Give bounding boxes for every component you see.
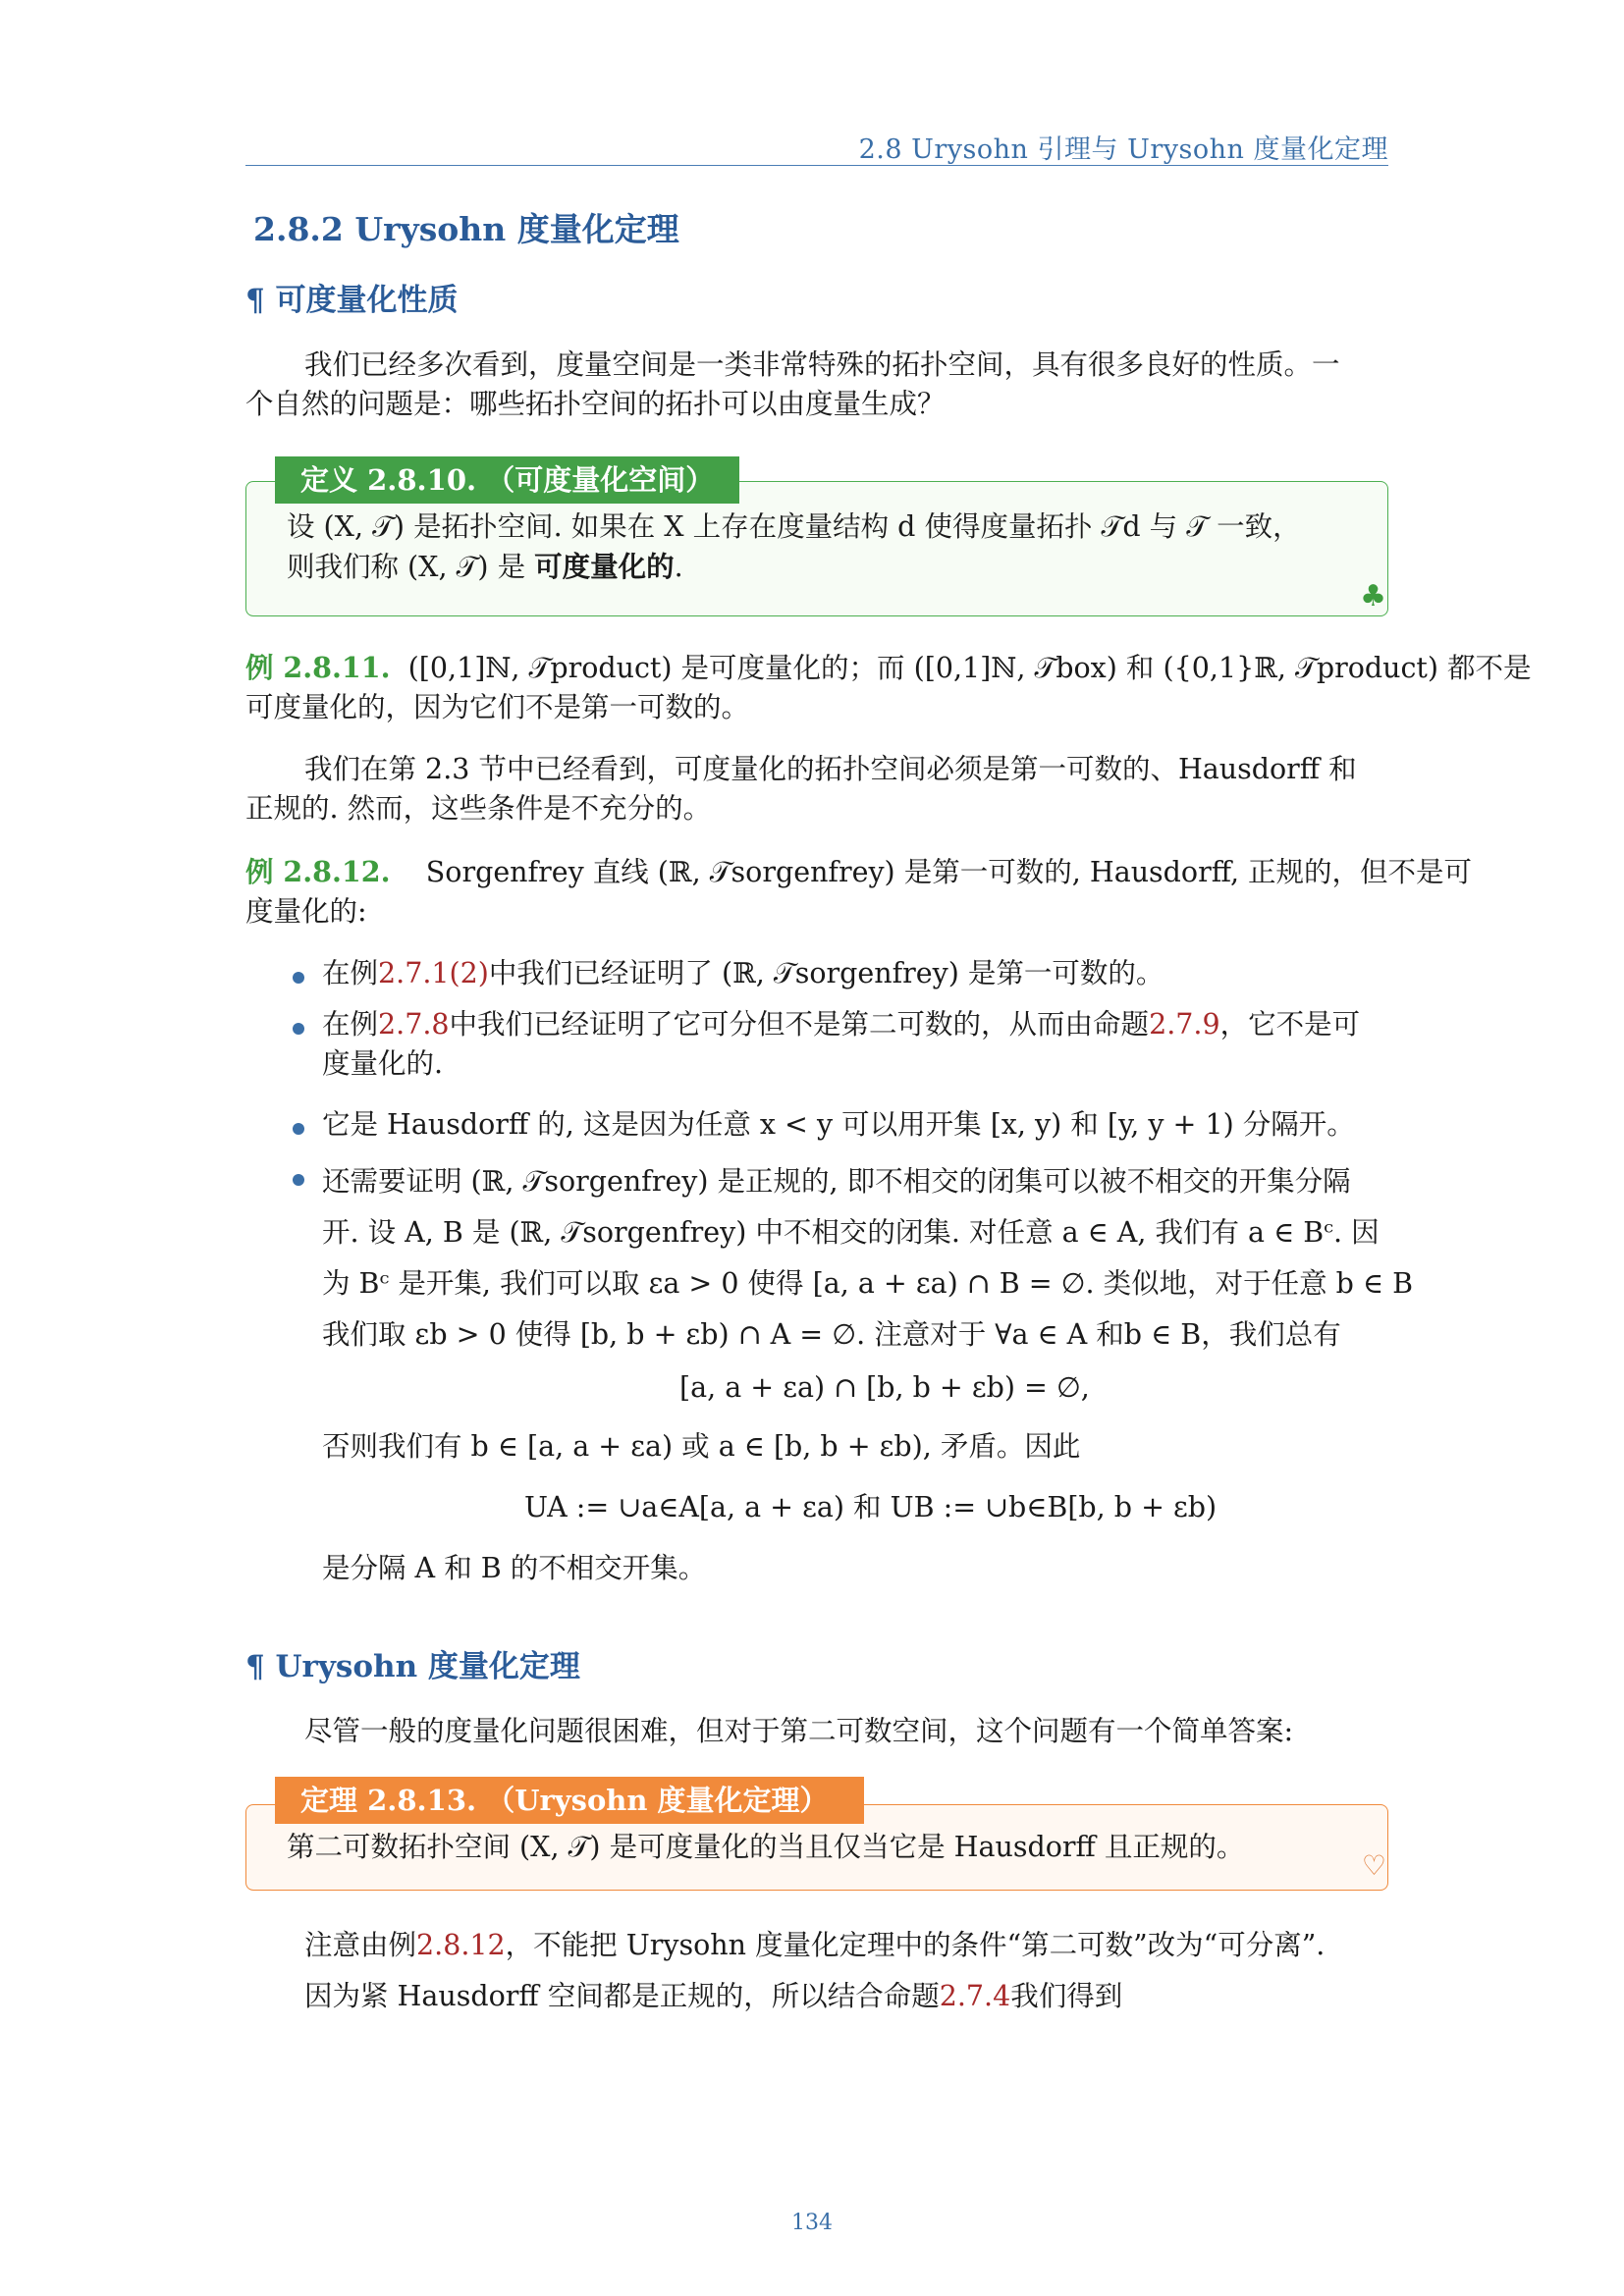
- theorem-statement: 第二可数拓扑空间 (X, 𝒯) 是可度量化的当且仅当它是 Hausdorff 且正规的。: [287, 1831, 1245, 1863]
- bullet-2-line-1: [322, 1005, 1360, 1044]
- bullet-1-text: [322, 954, 1164, 993]
- bullet-1-post: 中我们已经证明了 (ℝ, 𝒯sorgenfrey) 是第一可数的。: [488, 957, 1164, 989]
- example-12-line-2: 度量化的:: [245, 895, 367, 928]
- example-11-text: ([0,1]ℕ, 𝒯product) 是可度量化的；而 ([0,1]ℕ, 𝒯box) 和 ({0,1}ℝ, 𝒯product) 都不是: [407, 652, 1532, 684]
- conditions-line-2: 正规的. 然而，这些条件是不充分的。: [245, 792, 712, 825]
- closing-line-1: [245, 1920, 1325, 1971]
- example-2-8-12: [245, 852, 1472, 932]
- bullet-4-line-3: 为 Bᶜ 是开集, 我们可以取 εa > 0 使得 [a, a + εa) ∩ B = ∅. 类似地，对于任意 b ∈ B: [322, 1267, 1414, 1300]
- section-heading: 2.8.2 Urysohn 度量化定理: [253, 210, 679, 248]
- header-rule: [245, 165, 1388, 166]
- closing-line-2: [245, 1971, 1325, 2022]
- example-2-8-11: [245, 648, 1532, 727]
- bullet-2-post: ，它不是可: [1219, 1008, 1361, 1041]
- example-11-label: 例 2.8.11.: [245, 651, 391, 684]
- bullet-4: [322, 1156, 1413, 1361]
- intro-line-2: 个自然的问题是：哪些拓扑空间的拓扑可以由度量生成？: [245, 388, 946, 420]
- closing-line-1-post: ，不能把 Urysohn 度量化定理中的条件“第二可数”改为“可分离”.: [505, 1929, 1326, 1961]
- club-icon: ♣: [1360, 579, 1386, 614]
- bullet-2-pre: 在例: [322, 1008, 379, 1041]
- example-11-line-1: [245, 648, 1532, 688]
- bullet-1: [322, 954, 1164, 993]
- example-12-text: Sorgenfrey 直线 (ℝ, 𝒯sorgenfrey) 是第一可数的, Hausdorff, 正规的，但不是可: [425, 856, 1473, 888]
- equation-disjoint: [a, a + εa) ∩ [b, b + εb) = ∅,: [679, 1371, 1090, 1404]
- bullet-dot: [293, 1174, 304, 1186]
- closing-line-1-pre: 注意由例: [304, 1929, 417, 1961]
- definition-line-2: [287, 547, 1301, 587]
- theorem-label: 定理 2.8.13. （Urysohn 度量化定理）: [275, 1777, 864, 1824]
- paragraph-heading-metrizable: ¶ 可度量化性质: [245, 283, 459, 318]
- intro-line-1: 我们已经多次看到，度量空间是一类非常特殊的拓扑空间，具有很多良好的性质。一: [304, 348, 1340, 381]
- definition-body: [287, 507, 1301, 587]
- bullet-3-text: 它是 Hausdorff 的, 这是因为任意 x < y 可以用开集 [x, y) 和 [y, y + 1) 分隔开。: [322, 1108, 1355, 1141]
- bullet-dot: [293, 972, 304, 984]
- theorem-body: [287, 1828, 1244, 1867]
- conditions-paragraph: [245, 750, 1357, 828]
- equation-open-sets: UA := ∪a∈A[a, a + εa) 和 UB := ∪b∈B[b, b + εb): [524, 1491, 1218, 1523]
- ref-2-7-1[interactable]: 2.7.1(2): [378, 957, 489, 989]
- bullet-4-line-6: 是分隔 A 和 B 的不相交开集。: [322, 1552, 707, 1584]
- example-11-line-2: 可度量化的，因为它们不是第一可数的。: [245, 691, 750, 723]
- example-12-line-1: [245, 852, 1472, 892]
- example-12-label: 例 2.8.12.: [245, 855, 391, 888]
- bullet-4-line-5: 否则我们有 b ∈ [a, a + εa) 或 a ∈ [b, b + εb), 矛盾。因此: [322, 1430, 1081, 1463]
- ref-2-7-9[interactable]: 2.7.9: [1149, 1008, 1220, 1041]
- bullet-4-line-2: 开. 设 A, B 是 (ℝ, 𝒯sorgenfrey) 中不相交的闭集. 对任意 a ∈ A, 我们有 a ∈ Bᶜ. 因: [322, 1216, 1380, 1249]
- bullet-dot: [293, 1023, 304, 1035]
- ref-2-7-8[interactable]: 2.7.8: [378, 1008, 450, 1041]
- closing-line-2-post: 我们得到: [1010, 1980, 1123, 2012]
- bullet-dot: [293, 1123, 304, 1135]
- urysohn-intro: [245, 1712, 1293, 1751]
- conditions-line-1: 我们在第 2.3 节中已经看到，可度量化的拓扑空间必须是第一可数的、Hausdorff 和: [304, 753, 1357, 785]
- bullet-4-line-1: 还需要证明 (ℝ, 𝒯sorgenfrey) 是正规的, 即不相交的闭集可以被不相交的开集分隔: [322, 1165, 1351, 1198]
- running-header: 2.8 Urysohn 引理与 Urysohn 度量化定理: [858, 134, 1388, 165]
- bullet-2: [322, 1005, 1360, 1084]
- bullet-2-mid: 中我们已经证明了它可分但不是第二可数的，从而由命题: [449, 1008, 1150, 1041]
- bullet-4-line-4: 我们取 εb > 0 使得 [b, b + εb) ∩ A = ∅. 注意对于 ∀a ∈ A 和b ∈ B，我们总有: [322, 1318, 1341, 1351]
- ref-2-7-4[interactable]: 2.7.4: [939, 1980, 1011, 2012]
- urysohn-intro-line: 尽管一般的度量化问题很困难，但对于第二可数空间，这个问题有一个简单答案:: [304, 1715, 1294, 1747]
- definition-label: 定义 2.8.10. （可度量化空间）: [275, 456, 739, 504]
- definition-term: 可度量化的: [534, 550, 675, 583]
- closing-line-2-pre: 因为紧 Hausdorff 空间都是正规的，所以结合命题: [304, 1980, 940, 2012]
- ref-2-8-12[interactable]: 2.8.12: [416, 1929, 506, 1961]
- page-number: 134: [791, 2211, 833, 2235]
- intro-paragraph: [245, 346, 1340, 424]
- bullet-3: [322, 1105, 1355, 1145]
- bullet-2-line-2: 度量化的.: [322, 1047, 444, 1080]
- definition-line-2-pre: 则我们称 (X, 𝒯) 是: [287, 551, 535, 583]
- bullet-1-pre: 在例: [322, 957, 379, 989]
- paragraph-heading-urysohn: ¶ Urysohn 度量化定理: [245, 1649, 580, 1684]
- closing-paragraph: [245, 1920, 1325, 2022]
- definition-line-2-post: .: [674, 551, 683, 583]
- definition-line-1: 设 (X, 𝒯) 是拓扑空间. 如果在 X 上存在度量结构 d 使得度量拓扑 𝒯d 与 𝒯 一致，: [287, 510, 1301, 543]
- heart-icon: ♡: [1361, 1849, 1386, 1882]
